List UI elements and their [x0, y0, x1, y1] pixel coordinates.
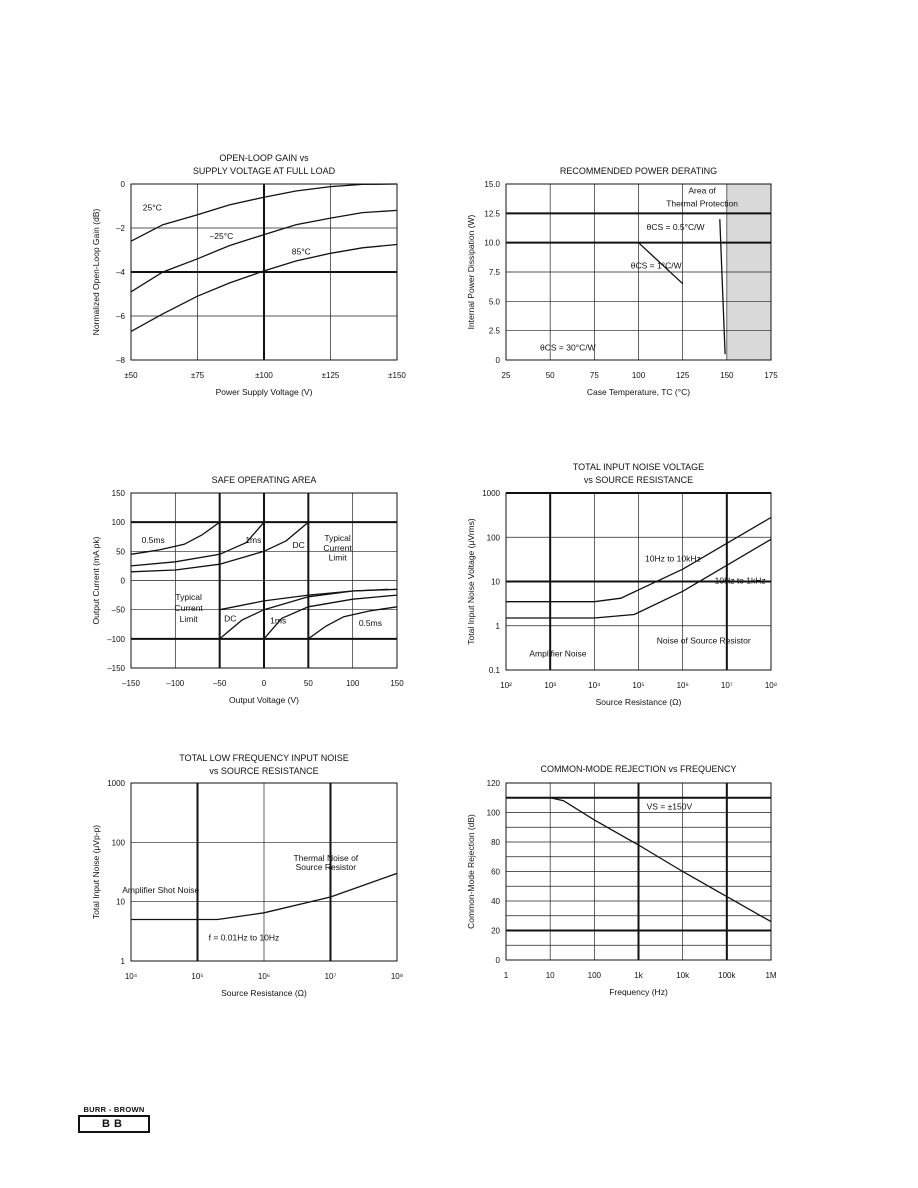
- y-tick-label: 1: [495, 621, 500, 631]
- chart-c3: [91, 475, 404, 705]
- y-tick-label: 5.0: [488, 297, 500, 307]
- x-tick-label: 50: [545, 371, 555, 380]
- x-tick-label: 10⁵: [632, 681, 645, 690]
- y-tick-label: –100: [107, 634, 125, 644]
- chart-annotation: Current: [174, 602, 203, 613]
- y-axis-label: Output Current (mA pk): [91, 536, 101, 625]
- x-tick-label: 10⁶: [676, 681, 689, 690]
- x-tick-label: 10⁴: [588, 681, 601, 690]
- y-tick-label: 120: [486, 779, 500, 788]
- chart-title: vs SOURCE RESISTANCE: [583, 475, 694, 485]
- chart-title: TOTAL LOW FREQUENCY INPUT NOISE: [179, 753, 349, 763]
- x-tick-label: 0: [261, 679, 267, 688]
- y-tick-label: 0.1: [488, 666, 500, 675]
- chart-annotation: Current: [323, 542, 352, 553]
- x-tick-label: 25: [501, 371, 511, 380]
- x-tick-label: 10⁴: [124, 972, 138, 981]
- x-tick-label: 10⁷: [324, 972, 337, 981]
- y-tick-label: 100: [111, 838, 125, 848]
- chart-annotation: f = 0.01Hz to 10Hz: [208, 932, 280, 943]
- x-axis-label: Source Resistance (Ω): [595, 697, 682, 707]
- chart-c4: [466, 462, 777, 707]
- logo-emblem: BB: [78, 1115, 150, 1133]
- x-tick-label: 50: [303, 679, 313, 688]
- chart-annotation: 10Hz to 1kHz: [714, 575, 766, 586]
- chart-annotation: Area of: [688, 185, 716, 196]
- x-tick-label: 1M: [765, 971, 777, 980]
- y-tick-label: 0: [120, 576, 125, 586]
- chart-annotation: 0.5ms: [358, 618, 382, 628]
- y-tick-label: 150: [111, 489, 125, 498]
- chart-annotation: Limit: [179, 613, 198, 624]
- y-axis-label: Internal Power Dissipation (W): [466, 214, 476, 330]
- x-tick-label: 125: [675, 371, 690, 380]
- chart-c5: [91, 753, 403, 998]
- x-tick-label: 100: [345, 679, 360, 688]
- series-line: [720, 219, 725, 354]
- y-tick-label: –4: [116, 268, 125, 277]
- chart-title: SAFE OPERATING AREA: [211, 475, 317, 485]
- x-axis-label: Power Supply Voltage (V): [215, 387, 313, 397]
- chart-annotation: θCS = 30°C/W: [540, 342, 596, 353]
- chart-title: SUPPLY VOLTAGE AT FULL LOAD: [192, 166, 336, 176]
- x-tick-label: 100: [631, 371, 646, 380]
- y-tick-label: 1000: [107, 779, 125, 788]
- x-tick-label: 10²: [500, 681, 512, 690]
- y-tick-label: 80: [491, 838, 500, 847]
- series-line: [550, 798, 771, 922]
- x-tick-label: ±75: [190, 371, 205, 380]
- y-tick-label: 1: [120, 957, 125, 966]
- y-axis-label: Total Input Noise Voltage (μVrms): [466, 518, 476, 645]
- y-tick-label: 0: [495, 956, 500, 965]
- x-axis-label: Frequency (Hz): [609, 987, 668, 997]
- x-tick-label: ±100: [255, 371, 273, 380]
- y-tick-label: 15.0: [484, 180, 500, 189]
- x-tick-label: 10k: [676, 971, 690, 980]
- chart-annotation: DC: [224, 613, 237, 624]
- x-axis-label: Source Resistance (Ω): [221, 988, 307, 998]
- y-tick-label: 0: [120, 180, 125, 189]
- chart-annotation: Thermal Protection: [666, 198, 739, 209]
- chart-title: COMMON-MODE REJECTION vs FREQUENCY: [540, 764, 737, 774]
- x-tick-label: 10⁸: [390, 972, 404, 981]
- y-tick-label: 60: [491, 867, 500, 877]
- x-tick-label: –100: [166, 679, 185, 688]
- x-tick-label: 10⁷: [720, 681, 733, 690]
- chart-annotation: Limit: [328, 552, 347, 563]
- chart-annotation: 1ms: [245, 535, 262, 546]
- chart-c2: [466, 166, 778, 397]
- x-tick-label: 10⁵: [191, 972, 204, 981]
- chart-annotation: 0.5ms: [141, 535, 165, 546]
- chart-c6: [466, 764, 777, 997]
- chart-title: vs SOURCE RESISTANCE: [209, 766, 319, 776]
- y-tick-label: 0: [495, 356, 500, 365]
- chart-annotation: 25°C: [142, 202, 162, 213]
- chart-title: OPEN-LOOP GAIN vs: [219, 153, 309, 163]
- chart-annotation: θCS = 1°C/W: [630, 260, 682, 271]
- y-tick-label: 40: [491, 897, 500, 906]
- x-tick-label: 100k: [718, 971, 736, 980]
- chart-annotation: Source Resistor: [295, 862, 357, 873]
- chart-title: TOTAL INPUT NOISE VOLTAGE: [572, 462, 705, 472]
- chart-annotation: Noise of Source Resistor: [656, 635, 751, 646]
- chart-annotation: 85°C: [291, 246, 311, 257]
- x-tick-label: 1: [503, 971, 509, 980]
- y-axis-label: Total Input Noise (μVp-p): [91, 824, 101, 920]
- chart-annotation: –25°C: [209, 231, 234, 241]
- y-tick-label: 100: [486, 808, 500, 818]
- x-tick-label: 10⁶: [257, 972, 271, 981]
- x-axis-label: Output Voltage (V): [229, 695, 299, 705]
- y-tick-label: 10: [491, 577, 500, 587]
- x-tick-label: 10⁸: [764, 681, 778, 690]
- y-axis-label: Common-Mode Rejection (dB): [466, 814, 476, 929]
- y-axis-label: Normalized Open-Loop Gain (dB): [91, 208, 101, 336]
- chart-annotation: Typical: [175, 591, 202, 602]
- chart-annotation: Thermal Noise of: [293, 853, 359, 864]
- y-tick-label: 7.5: [488, 268, 500, 277]
- chart-c1: [91, 153, 406, 397]
- y-tick-label: –6: [116, 312, 125, 321]
- chart-annotation: Amplifier Shot Noise: [122, 884, 200, 895]
- y-tick-label: –2: [116, 224, 125, 233]
- burr-brown-logo: [78, 1105, 150, 1133]
- y-tick-label: 10: [116, 897, 125, 907]
- chart-annotation: DC: [292, 539, 305, 550]
- x-tick-label: 1k: [634, 971, 643, 980]
- y-tick-label: 10.0: [484, 238, 500, 248]
- x-tick-label: 175: [764, 371, 778, 380]
- x-tick-label: ±125: [321, 371, 340, 380]
- chart-annotation: 1ms: [270, 615, 287, 626]
- x-tick-label: ±150: [388, 371, 406, 380]
- x-axis-label: Case Temperature, TC (°C): [586, 387, 691, 397]
- y-tick-label: 100: [111, 518, 125, 528]
- y-tick-label: 1000: [482, 489, 500, 498]
- chart-annotation: VS = ±150V: [646, 801, 693, 812]
- x-tick-label: –150: [122, 679, 140, 688]
- chart-title: RECOMMENDED POWER DERATING: [559, 166, 718, 176]
- y-tick-label: 20: [491, 926, 500, 936]
- x-tick-label: –50: [212, 679, 227, 688]
- x-tick-label: 10³: [544, 681, 556, 690]
- series-line: [220, 589, 388, 609]
- chart-annotation: Typical: [324, 532, 351, 543]
- y-tick-label: –50: [111, 605, 125, 615]
- x-tick-label: 150: [720, 371, 734, 380]
- chart-annotation: Amplifier Noise: [529, 648, 587, 659]
- y-tick-label: 50: [116, 547, 125, 557]
- y-tick-label: –150: [107, 664, 125, 673]
- x-tick-label: 75: [589, 371, 599, 380]
- y-tick-label: –8: [116, 356, 125, 365]
- chart-annotation: θCS = 0.5°C/W: [646, 221, 705, 232]
- x-tick-label: 100: [587, 971, 602, 980]
- x-tick-label: 150: [390, 679, 404, 688]
- y-tick-label: 2.5: [488, 326, 500, 336]
- y-tick-label: 100: [486, 533, 500, 543]
- x-tick-label: ±50: [124, 371, 138, 380]
- x-tick-label: 10: [545, 971, 555, 980]
- chart-annotation: 10Hz to 10kHz: [644, 553, 701, 564]
- logo-wordmark: BURR - BROWN: [83, 1105, 145, 1114]
- y-tick-label: 12.5: [484, 209, 500, 219]
